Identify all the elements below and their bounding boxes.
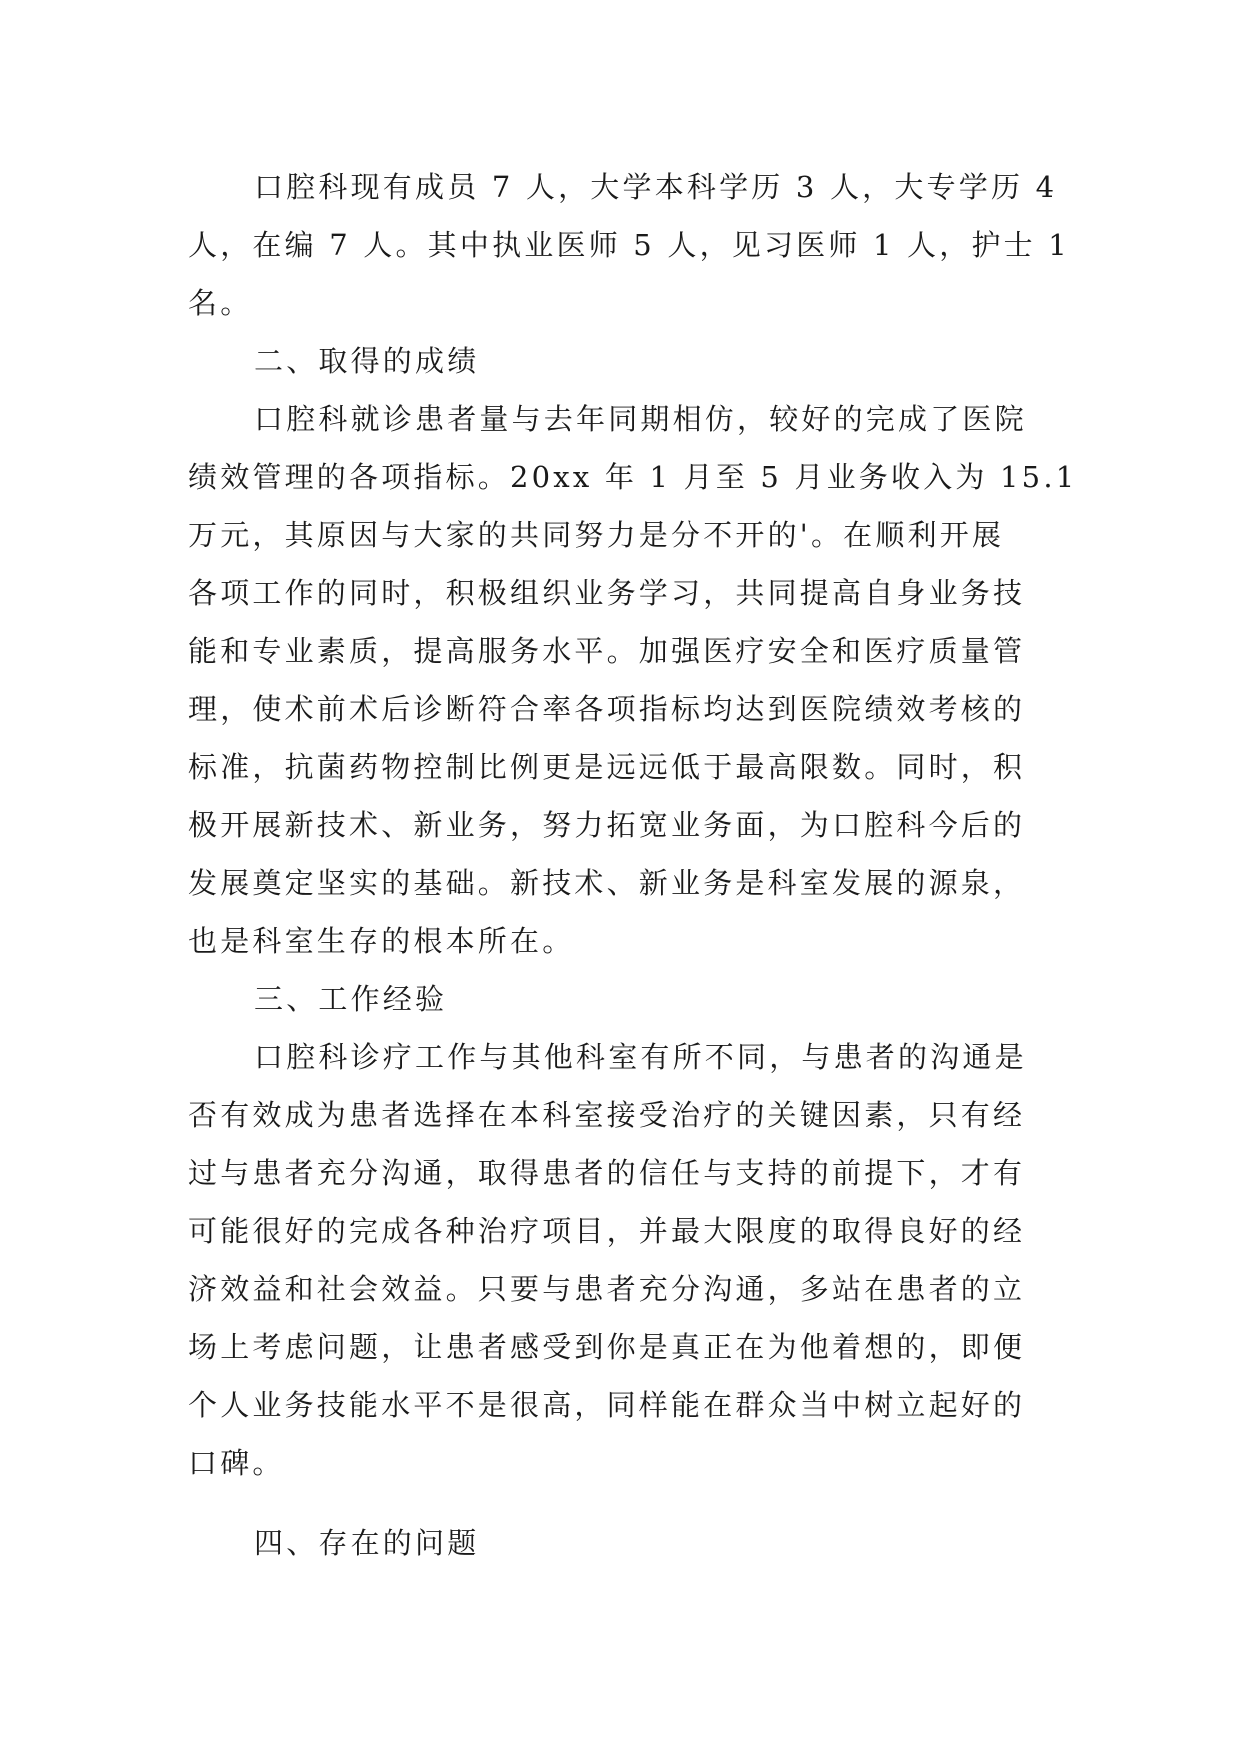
paragraph-line: 人，在编 7 人。其中执业医师 5 人，见习医师 1 人，护士 1 [188,228,1070,262]
paragraph-line: 能和专业素质，提高服务水平。加强医疗安全和医疗质量管 [188,634,1026,668]
paragraph-line: 过与患者充分沟通，取得患者的信任与支持的前提下，才有 [188,1156,1026,1190]
paragraph-line: 各项工作的同时，积极组织业务学习，共同提高自身业务技 [188,576,1026,610]
paragraph-line: 标准，抗菌药物控制比例更是远远低于最高限数。同时，积 [188,750,1026,784]
spacer [188,1492,1058,1514]
paragraph-line: 口碑。 [188,1446,285,1480]
paragraph-line: 口腔科就诊患者量与去年同期相仿，较好的完成了医院 [254,402,1027,436]
paragraph-line: 也是科室生存的根本所在。 [188,924,575,958]
paragraph-line: 发展奠定坚实的基础。新技术、新业务是科室发展的源泉， [188,866,1026,900]
paragraph-line: 可能很好的完成各种治疗项目，并最大限度的取得良好的经 [188,1214,1026,1248]
section-heading-experience: 三、工作经验 [254,982,448,1016]
paragraph-experience [188,1028,1058,1492]
paragraph-line: 个人业务技能水平不是很高，同样能在群众当中树立起好的 [188,1388,1026,1422]
paragraph-line: 口腔科现有成员 7 人，大学本科学历 3 人，大专学历 4 [254,170,1058,204]
paragraph-staff [188,158,1070,332]
document-body [188,158,1078,1572]
paragraph-line: 名。 [188,286,253,320]
section-heading-problems: 四、存在的问题 [254,1526,480,1560]
paragraph-line: 口腔科诊疗工作与其他科室有所不同，与患者的沟通是 [254,1040,1027,1074]
paragraph-line: 场上考虑问题，让患者感受到你是真正在为他着想的，即便 [188,1330,1026,1364]
paragraph-line: 理，使术前术后诊断符合率各项指标均达到医院绩效考核的 [188,692,1026,726]
paragraph-line: 极开展新技术、新业务，努力拓宽业务面，为口腔科今后的 [188,808,1026,842]
paragraph-line: 绩效管理的各项指标。20xx 年 1 月至 5 月业务收入为 15.1 [188,460,1078,494]
paragraph-line: 否有效成为患者选择在本科室接受治疗的关键因素，只有经 [188,1098,1026,1132]
paragraph-achievements [188,390,1078,970]
paragraph-line: 万元，其原因与大家的共同努力是分不开的'。在顺利开展 [188,518,1005,552]
section-heading-achievements: 二、取得的成绩 [254,344,480,378]
paragraph-line: 济效益和社会效益。只要与患者充分沟通，多站在患者的立 [188,1272,1026,1306]
